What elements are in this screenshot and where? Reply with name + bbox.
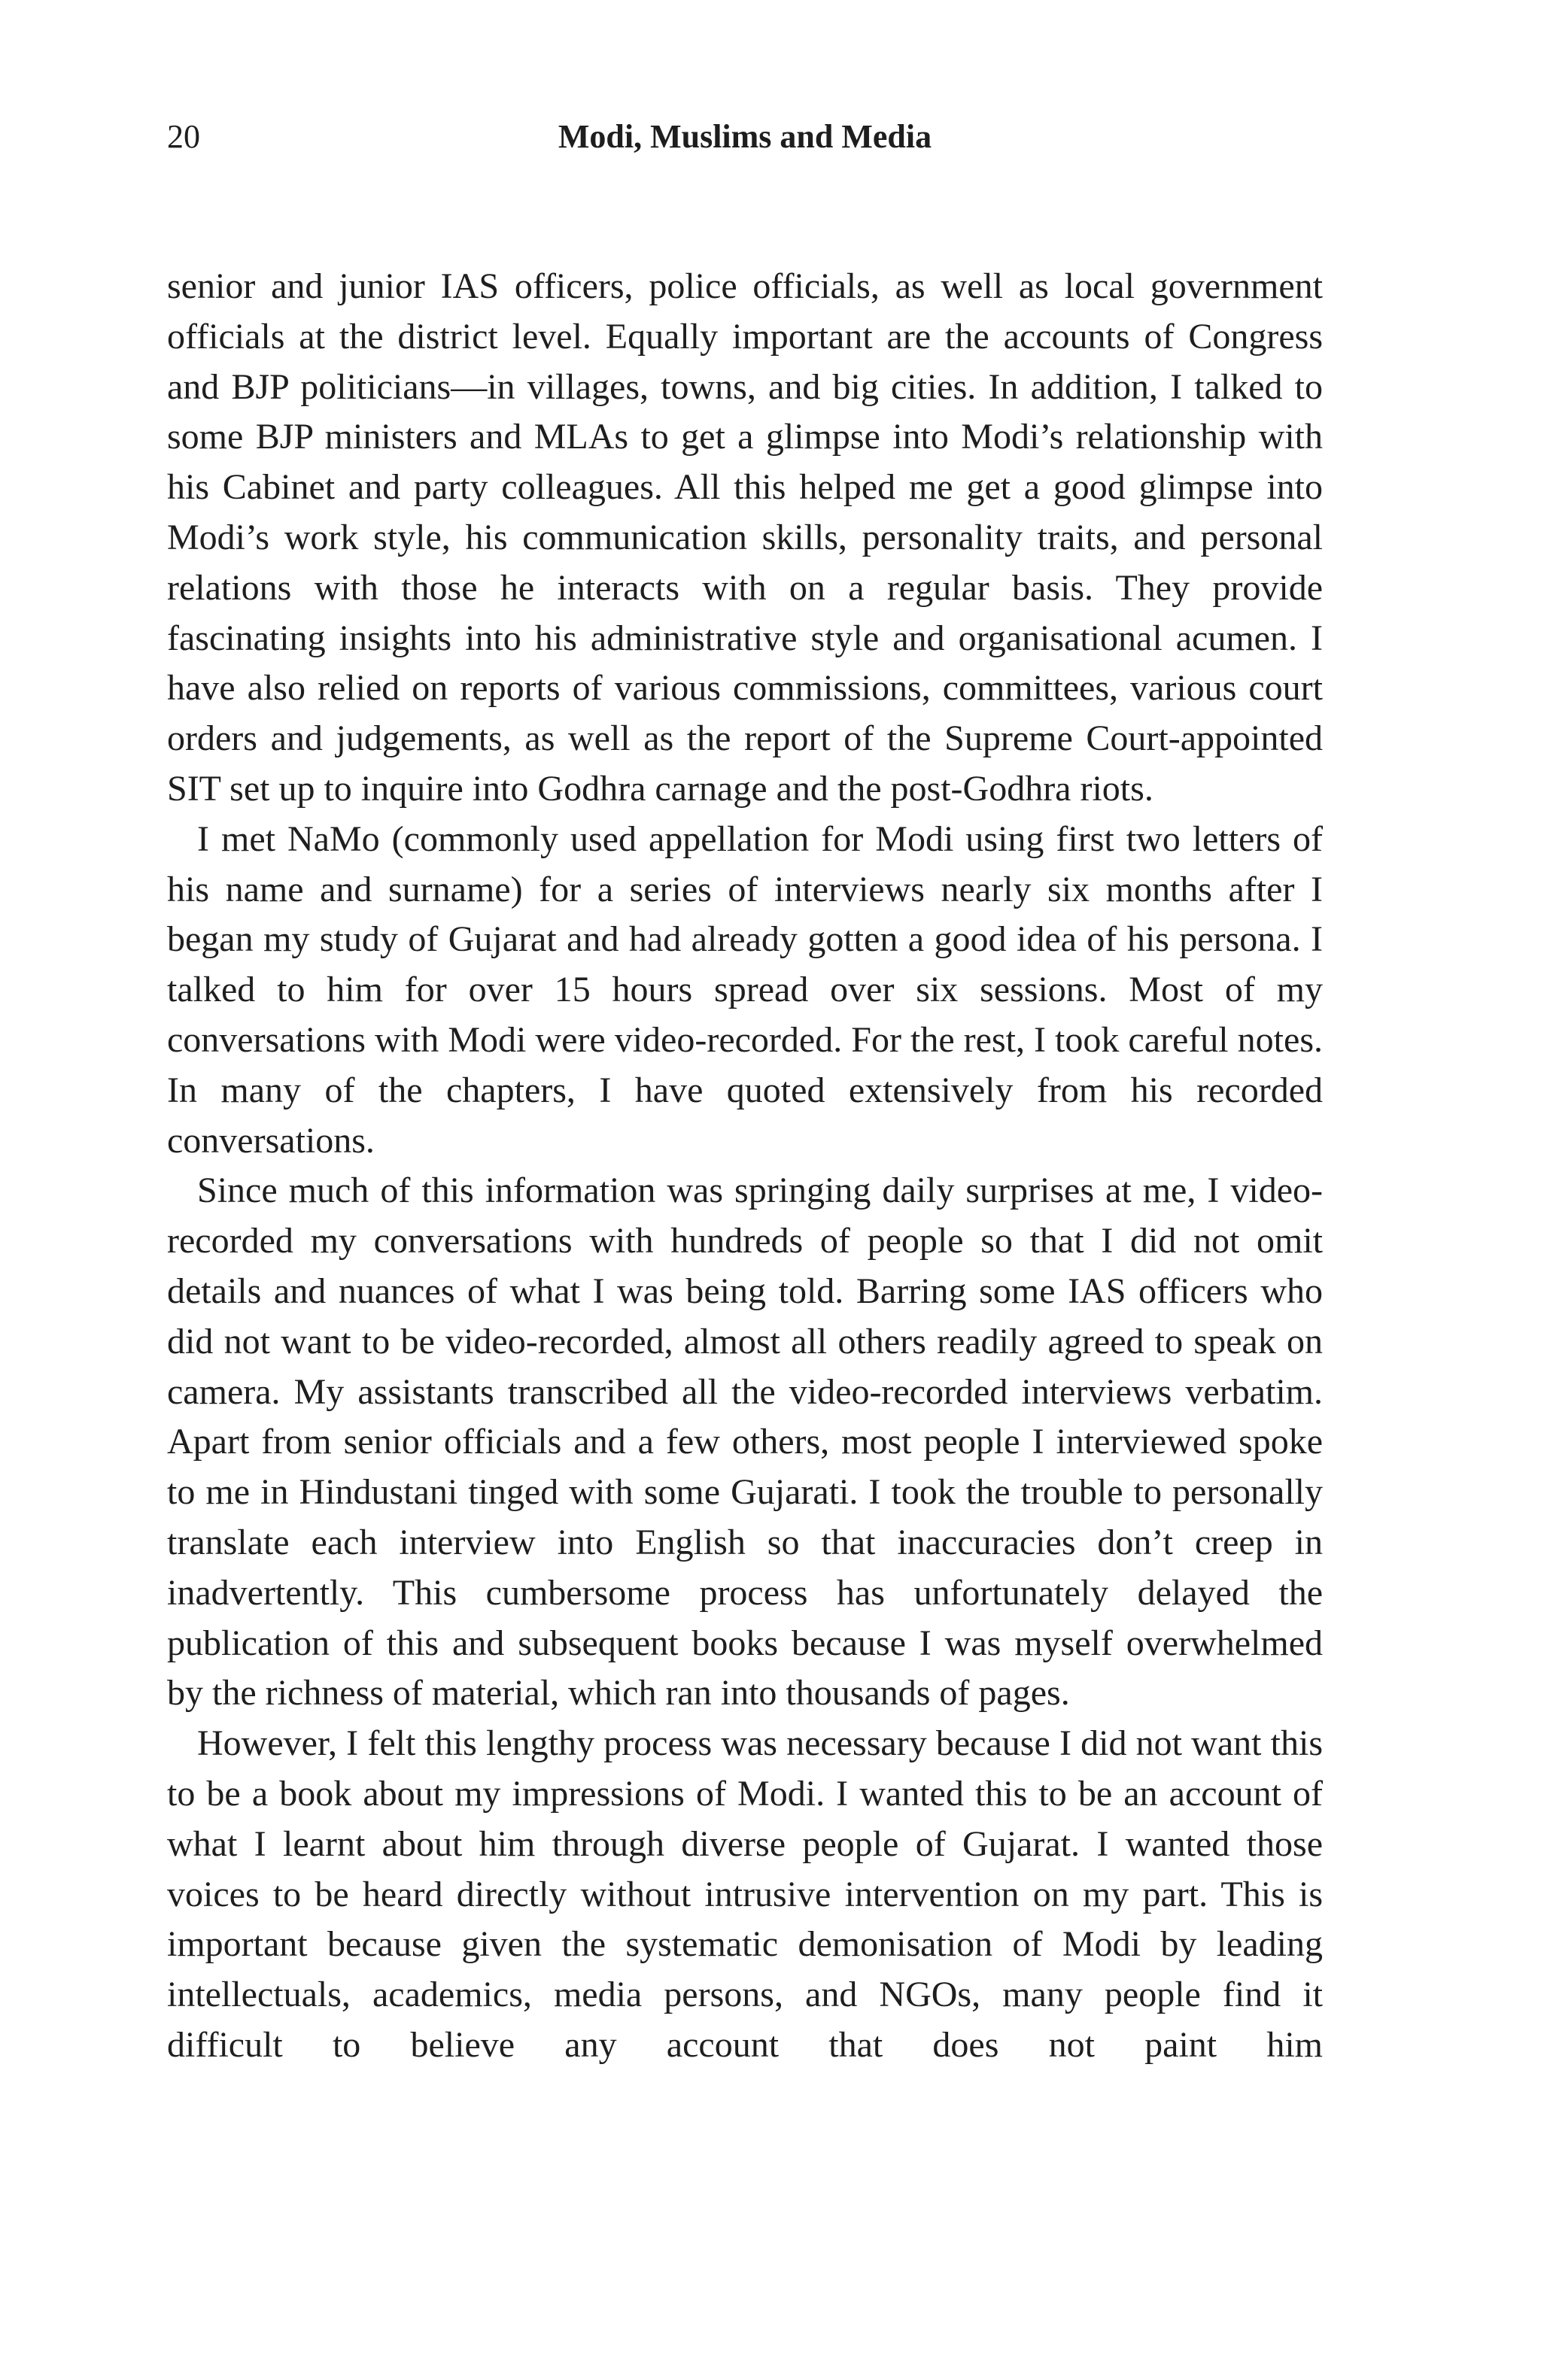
paragraph-4: However, I felt this lengthy process was necessary because I did not want this to be a book about my impressions of Modi. I wanted this to be an account of what I learnt about him through diverse people of Gujarat. I wanted those voices to be heard directly without intrusive intervention on my part. This is important because given the systematic demonisation of Modi by leading intellectuals, academics, media persons, and NGOs, many people find it difficult to believe any account that does not paint him xyxy=(167,1723,1323,2065)
book-title: Modi, Muslims and Media xyxy=(558,118,932,155)
page-number: 20 xyxy=(167,118,200,155)
paragraph-3: Since much of this information was springing daily surprises at me, I video-recorded my conversations with hundreds of people so that I did not omit details and nuances of what I was being told. Barring some IAS officers who did not want to be video-recorded, almost all others readily agreed to speak on camera. My assistants transcribed all the video-recorded interviews verbatim. Apart from senior officials and a few others, most people I interviewed spoke to me in Hindustani tinged with some Gujarati. I took the trouble to personally translate each interview into English so that inaccuracies don’t creep in inadvertently. This cumbersome process has unfortunately delayed the publication of this and subsequent books because I was myself overwhelmed by the richness of material, which ran into thousands of pages. xyxy=(167,1170,1323,1714)
paragraph-1: senior and junior IAS officers, police officials, as well as local government officials at the district level. Equally important are the accounts of Congress and BJP politicians—in villages, towns, and big cities. In addition, I talked to some BJP ministers and MLAs to get a glimpse into Modi’s relationship with his Cabinet and party colleagues. All this helped me get a good glimpse into Modi’s work style, his communication skills, personality traits, and personal relations with those he interacts with on a regular basis. They provide fascinating insights into his administrative style and organisational acumen. I have also relied on reports of various commissions, committees, various court orders and judgements, as well as the report of the Supreme Court-appointed SIT set up to inquire into Godhra carnage and the post-Godhra riots. xyxy=(167,266,1323,809)
body-text xyxy=(167,262,1323,2071)
running-head xyxy=(167,114,1323,159)
paragraph-2: I met NaMo (commonly used appellation for Modi using first two letters of his name and surname) for a series of interviews nearly six months after I began my study of Gujarat and had already gotten a good idea of his persona. I talked to him for over 15 hours spread over six sessions. Most of my conversations with Modi were video-recorded. For the rest, I took careful notes. In many of the chapters, I have quoted extensively from his recorded conversations. xyxy=(167,818,1323,1161)
